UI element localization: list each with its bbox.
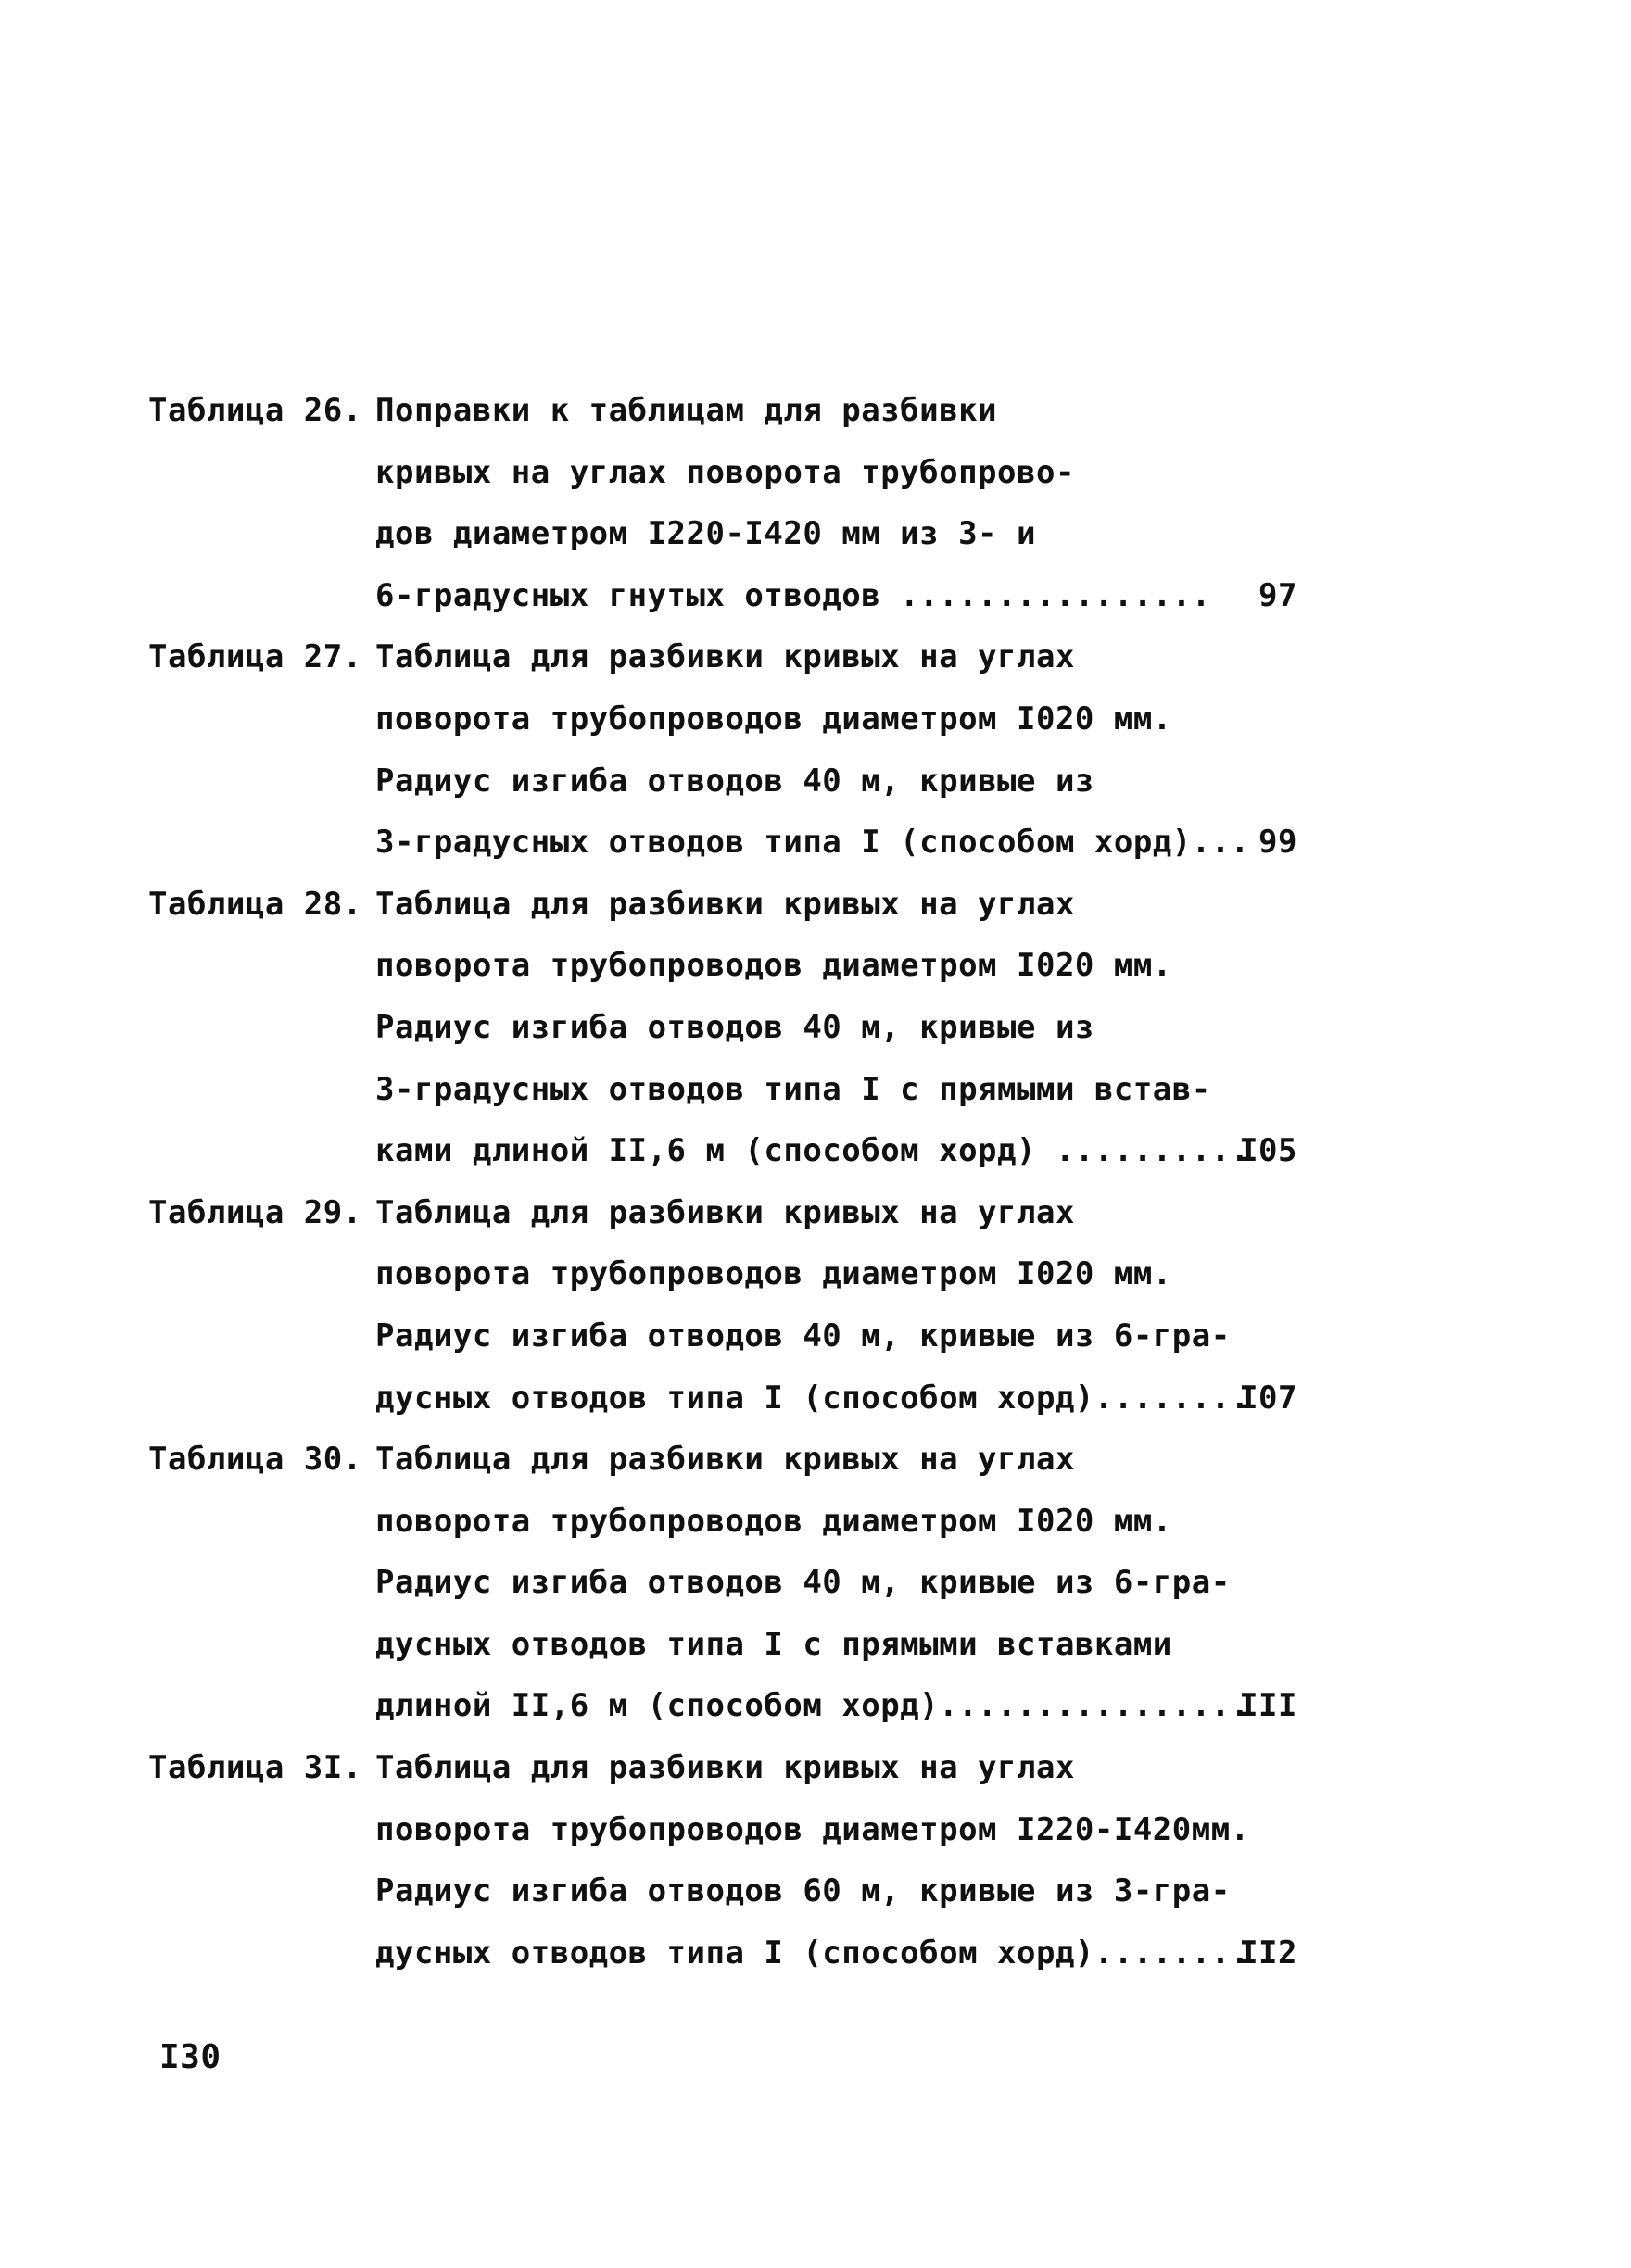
toc-entry-line: [148, 935, 1297, 997]
toc-entry-text: Таблица для разбивки кривых на углах: [375, 885, 1075, 923]
toc-entry-label: Таблица 28.: [148, 885, 362, 923]
toc-entry-label: Таблица 3I.: [148, 1749, 362, 1787]
toc-entry-line: [148, 1059, 1297, 1121]
toc-entry-text: поворота трубопроводов диаметром I020 мм.: [375, 1502, 1172, 1540]
toc-entry-text: Таблица для разбивки кривых на углах: [375, 1193, 1075, 1231]
toc-page-number: III: [1239, 1687, 1297, 1725]
toc-entry-line: [148, 1552, 1297, 1614]
toc-entry-line: [148, 1675, 1297, 1737]
toc-entry-text: кривых на углах поворота трубопрово-: [375, 453, 1075, 491]
toc-entry-line: [148, 503, 1297, 565]
toc-entry-table-27: [148, 626, 1297, 873]
toc-entry-text: Радиус изгиба отводов 40 м, кривые из 6-гра-: [375, 1317, 1231, 1354]
toc-entry-label: Таблица 26.: [148, 392, 362, 429]
toc-entry-label: Таблица 27.: [148, 638, 362, 676]
toc-entry-text: поворота трубопроводов диаметром I020 мм.: [375, 1255, 1172, 1293]
toc-entry-line: [148, 1305, 1297, 1367]
toc-entry-line: [148, 1491, 1297, 1553]
toc-entry-line: [148, 1120, 1297, 1182]
toc-entry-line: [148, 626, 1297, 688]
toc-entry-text: Таблица для разбивки кривых на углах: [375, 638, 1075, 676]
toc-entry-line: [148, 688, 1297, 750]
toc-entry-line: [148, 565, 1297, 627]
toc-entry-line: [148, 442, 1297, 504]
toc-entry-text: 6-градусных гнутых отводов ................: [375, 576, 1211, 614]
toc-entry-text: поворота трубопроводов диаметром I020 мм.: [375, 699, 1172, 737]
toc-entry-table-30: [148, 1429, 1297, 1737]
toc-entry-text: поворота трубопроводов диаметром I220-I420мм.: [375, 1810, 1250, 1848]
toc-entry-text: поворота трубопроводов диаметром I020 мм.: [375, 947, 1172, 985]
table-of-contents: [148, 380, 1297, 1984]
toc-page-number: II2: [1239, 1934, 1297, 1972]
toc-entry-text: 3-градусных отводов типа I с прямыми встав-: [375, 1070, 1211, 1108]
toc-entry-line: [148, 1243, 1297, 1305]
toc-entry-text: дусных отводов типа I (способом хорд)........: [375, 1934, 1250, 1972]
toc-page-number: 97: [1258, 576, 1297, 614]
toc-entry-label: Таблица 30.: [148, 1441, 362, 1479]
toc-entry-text: ками длиной II,6 м (способом хорд) ..........: [375, 1132, 1250, 1170]
toc-entry-text: Таблица для разбивки кривых на углах: [375, 1441, 1075, 1479]
toc-entry-text: дусных отводов типа I с прямыми вставками: [375, 1625, 1172, 1663]
toc-entry-text: Радиус изгиба отводов 40 м, кривые из 6-гра-: [375, 1564, 1231, 1602]
toc-page-number: I07: [1239, 1379, 1297, 1417]
toc-entry-text: дов диаметром I220-I420 мм из 3- и: [375, 515, 1036, 553]
toc-entry-line: [148, 1614, 1297, 1676]
toc-entry-text: Радиус изгиба отводов 60 м, кривые из 3-гра-: [375, 1872, 1231, 1910]
toc-entry-text: Поправки к таблицам для разбивки: [375, 392, 998, 429]
toc-entry-table-28: [148, 874, 1297, 1182]
toc-entry-table-31: [148, 1737, 1297, 1984]
toc-entry-line: [148, 1367, 1297, 1430]
toc-entry-line: [148, 1429, 1297, 1491]
toc-entry-text: Таблица для разбивки кривых на углах: [375, 1749, 1075, 1787]
toc-entry-text: Радиус изгиба отводов 40 м, кривые из: [375, 1008, 1094, 1046]
toc-entry-line: [148, 750, 1297, 813]
toc-entry-text: 3-градусных отводов типа I (способом хорд)...: [375, 824, 1250, 862]
toc-entry-line: [148, 1737, 1297, 1799]
toc-entry-line: [148, 1182, 1297, 1244]
toc-page-number: I05: [1239, 1132, 1297, 1170]
toc-entry-label: Таблица 29.: [148, 1193, 362, 1231]
toc-entry-table-29: [148, 1182, 1297, 1429]
toc-entry-table-26: [148, 380, 1297, 626]
toc-entry-line: [148, 380, 1297, 442]
toc-entry-text: длиной II,6 м (способом хорд)................: [375, 1687, 1250, 1725]
toc-entry-line: [148, 812, 1297, 874]
toc-entry-line: [148, 1860, 1297, 1922]
toc-entry-text: Радиус изгиба отводов 40 м, кривые из: [375, 762, 1094, 800]
toc-entry-line: [148, 874, 1297, 936]
page-number: I30: [159, 2038, 221, 2076]
toc-entry-text: дусных отводов типа I (способом хорд)........: [375, 1379, 1250, 1417]
toc-page-number: 99: [1258, 824, 1297, 862]
toc-entry-line: [148, 1799, 1297, 1861]
toc-entry-line: [148, 1922, 1297, 1984]
toc-entry-line: [148, 997, 1297, 1059]
